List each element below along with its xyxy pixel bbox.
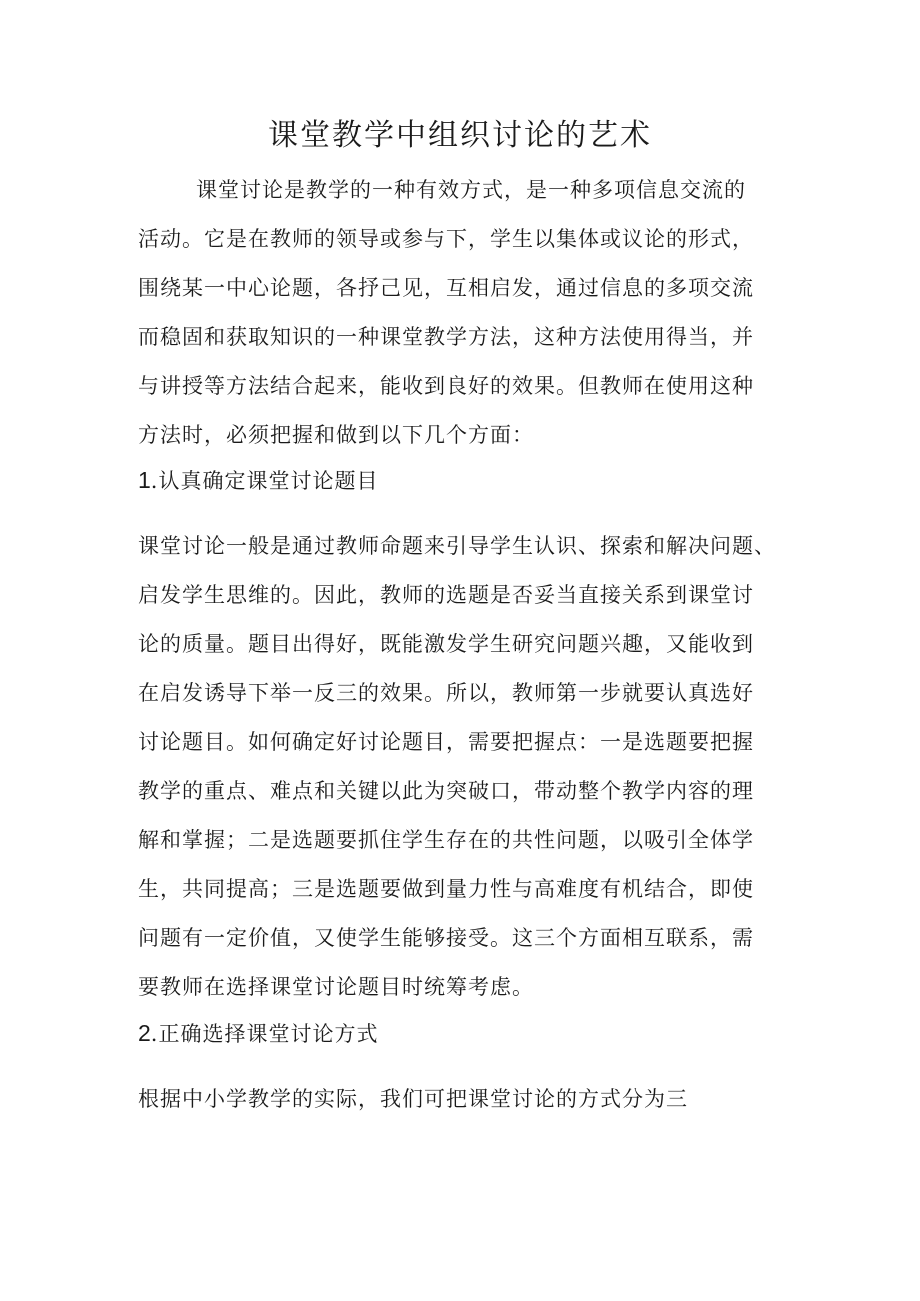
paragraph-line: 论的质量。题目出得好，既能激发学生研究问题兴趣，又能收到 xyxy=(138,632,754,656)
intro-line: 而稳固和获取知识的一种课堂教学方法，这种方法使用得当，并 xyxy=(138,325,754,349)
section-2-paragraph xyxy=(138,1075,798,1124)
intro-line: 方法时，必须把握和做到以下几个方面： xyxy=(138,423,534,447)
intro-line: 与讲授等方法结合起来，能收到良好的效果。但教师在使用这种 xyxy=(138,374,754,398)
paragraph-line: 根据中小学教学的实际，我们可把课堂讨论的方式分为三 xyxy=(138,1087,688,1111)
intro-line: 围绕某一中心论题，各抒己见，互相启发，通过信息的多项交流 xyxy=(138,276,754,300)
paragraph-line: 教学的重点、难点和关键以此为突破口，带动整个教学内容的理 xyxy=(138,779,754,803)
paragraph-line: 课堂讨论一般是通过教师命题来引导学生认识、探索和解决问题、 xyxy=(138,534,776,558)
section-2-heading xyxy=(138,1013,798,1054)
section-1-heading xyxy=(138,460,798,501)
document-title: 课堂教学中组织讨论的艺术 xyxy=(268,118,652,153)
paragraph-line: 启发学生思维的。因此，教师的选题是否妥当直接关系到课堂讨 xyxy=(138,583,754,607)
section-2-number: 2 xyxy=(138,1020,151,1046)
paragraph-line: 在启发诱导下举一反三的效果。所以，教师第一步就要认真选好 xyxy=(138,681,754,705)
intro-paragraph xyxy=(138,166,798,460)
section-1-number: 1 xyxy=(138,467,151,493)
intro-line: 活动。它是在教师的领导或参与下，学生以集体或议论的形式， xyxy=(138,227,754,251)
section-2-heading-text: .正确选择课堂讨论方式 xyxy=(150,1022,379,1046)
paragraph-line: 生，共同提高；三是选题要做到量力性与高难度有机结合，即使 xyxy=(138,877,754,901)
paragraph-line: 解和掌握；二是选题要抓住学生存在的共性问题，以吸引全体学 xyxy=(138,828,754,852)
paragraph-line: 问题有一定价值，又使学生能够接受。这三个方面相互联系，需 xyxy=(138,926,754,950)
section-1-heading-text: .认真确定课堂讨论题目 xyxy=(150,469,379,493)
paragraph-line: 要教师在选择课堂讨论题目时统筹考虑。 xyxy=(138,975,534,999)
intro-line: 课堂讨论是教学的一种有效方式，是一种多项信息交流的 xyxy=(196,178,746,202)
paragraph-line: 讨论题目。如何确定好讨论题目，需要把握点：一是选题要把握 xyxy=(138,730,754,754)
section-1-paragraph xyxy=(138,522,798,1012)
